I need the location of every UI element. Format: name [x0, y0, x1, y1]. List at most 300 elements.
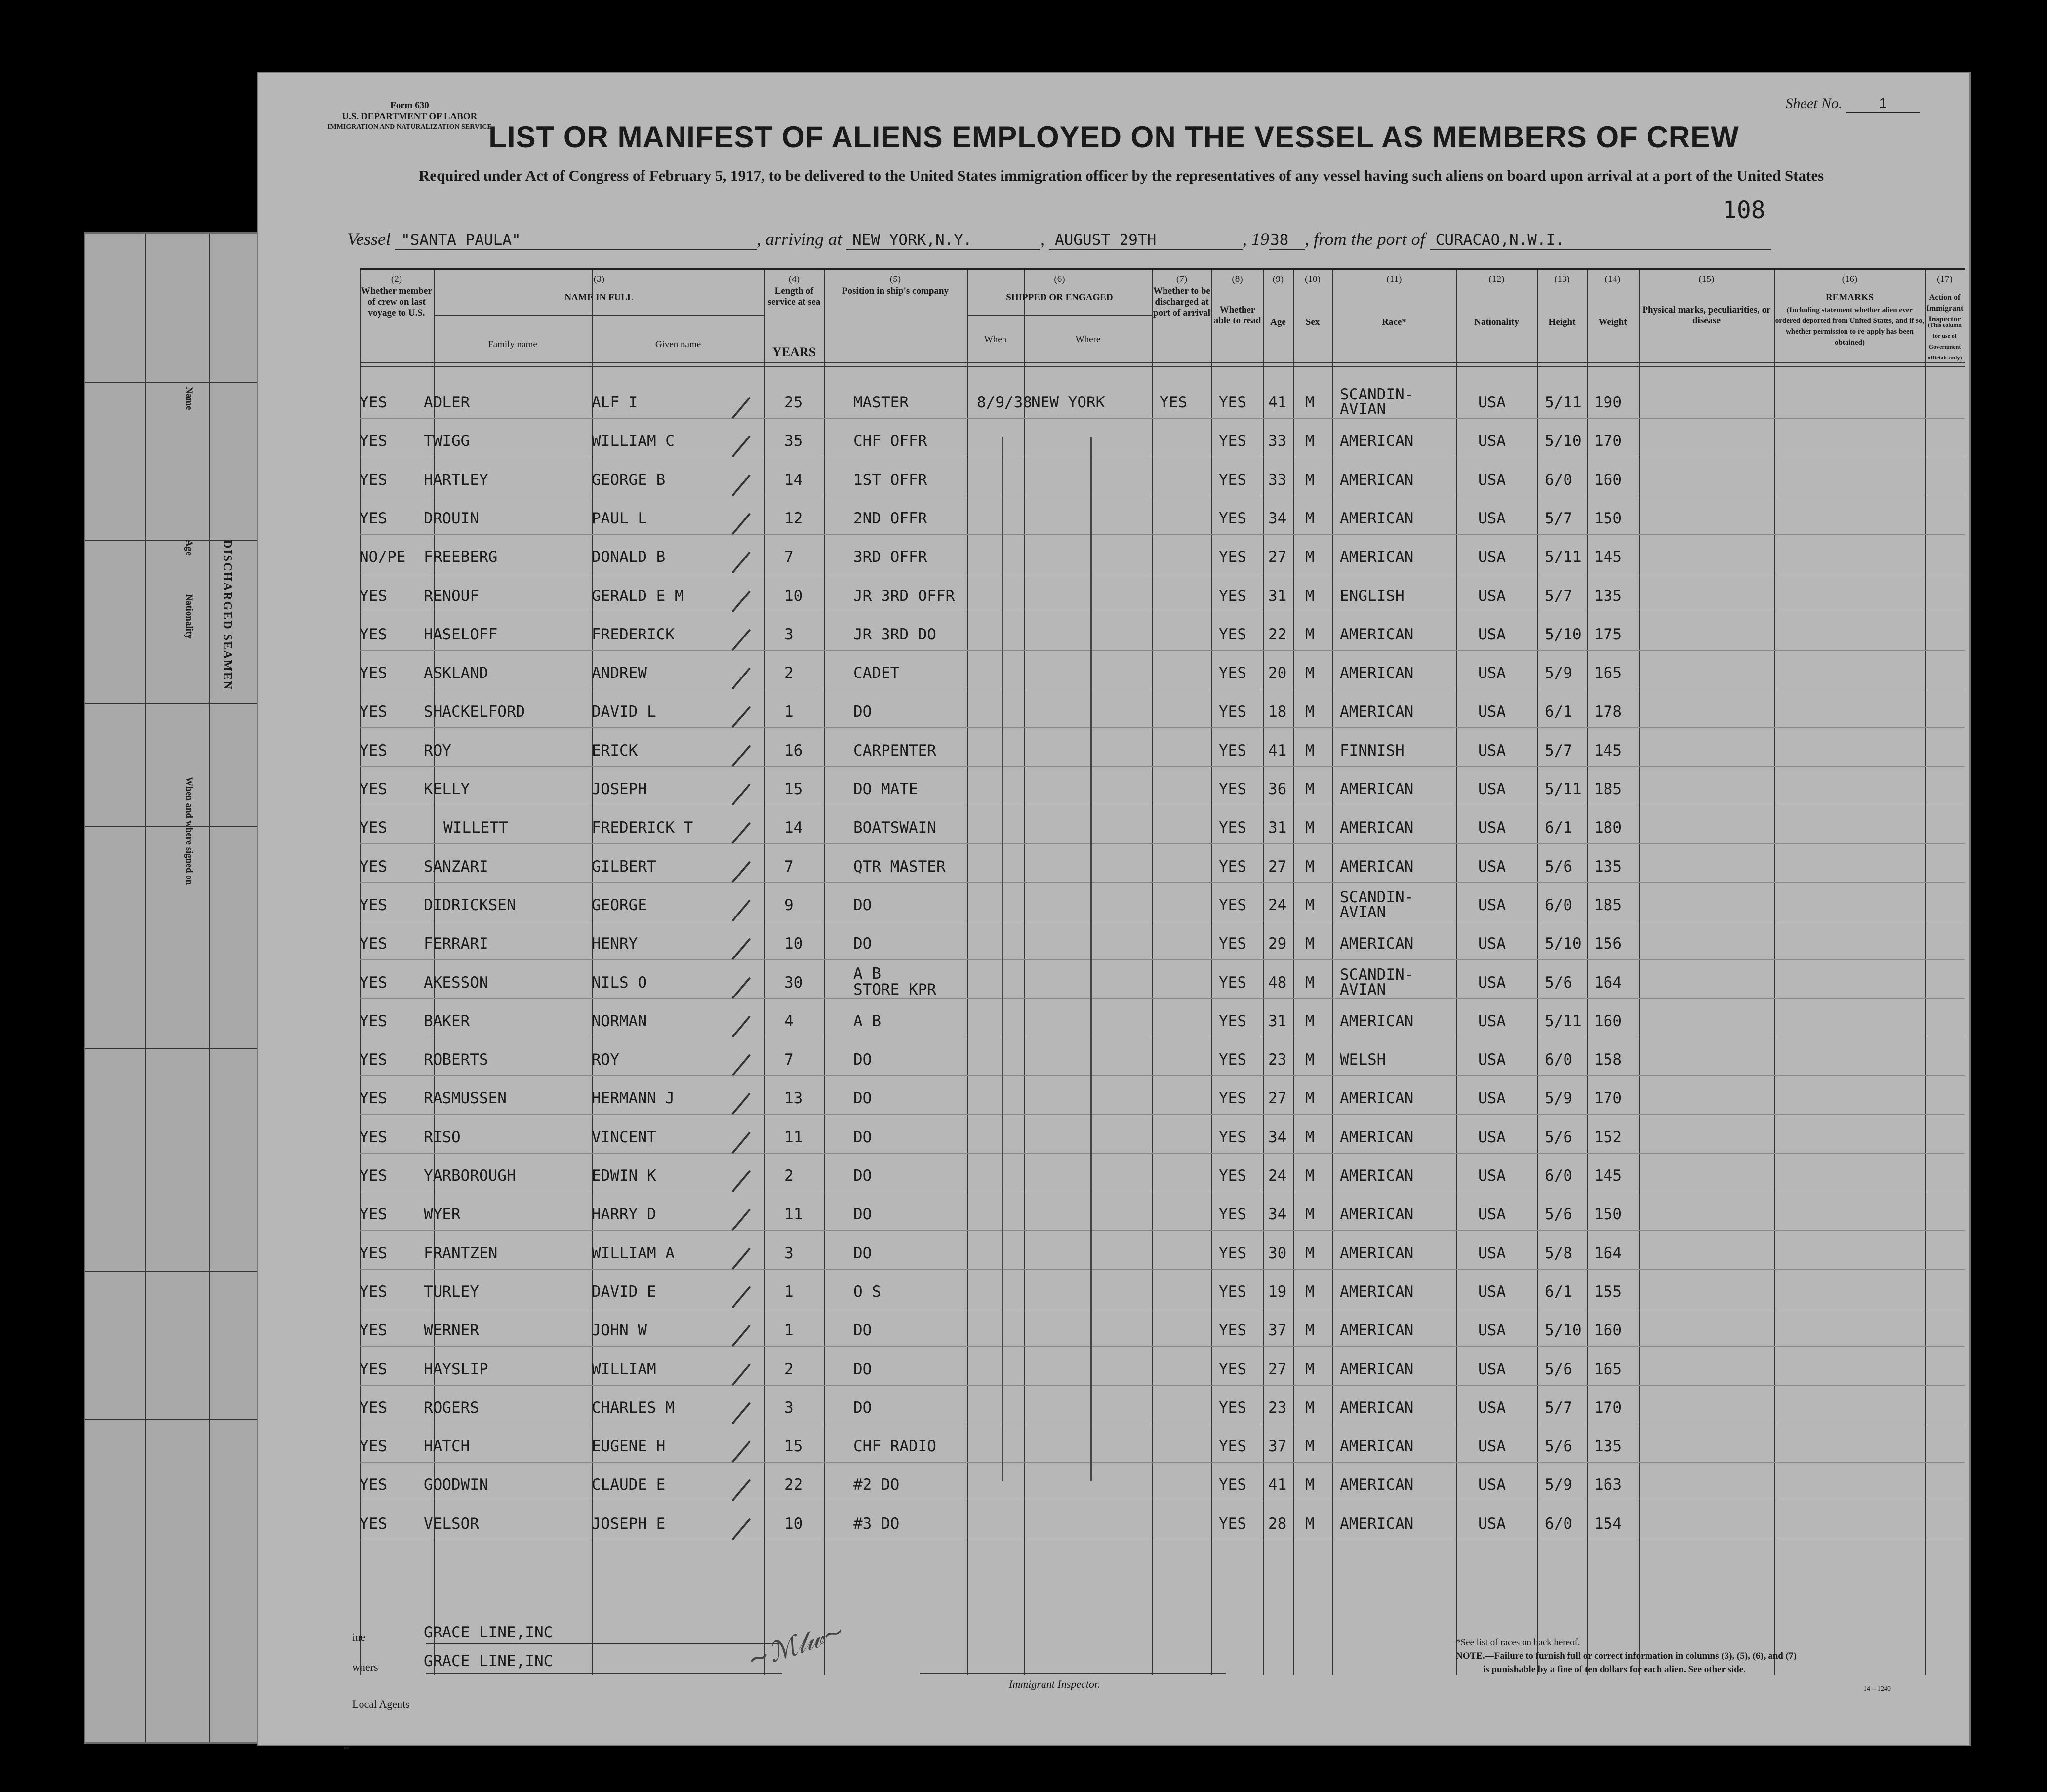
col-weight: 152 [1594, 1128, 1622, 1146]
col-last-voyage: YES [360, 1205, 387, 1224]
col-last-voyage: YES [360, 780, 387, 798]
col-age: 33 [1268, 432, 1287, 450]
col-nationality: USA [1478, 1051, 1506, 1069]
col-position: 1ST OFFR [853, 471, 927, 489]
col-weight: 180 [1594, 819, 1622, 837]
col-height: 5/7 [1545, 741, 1572, 759]
col-last-voyage: YES [360, 1167, 387, 1185]
check-mark [731, 1363, 750, 1386]
year-prefix: 19 [1251, 229, 1269, 249]
col-position: DO [853, 703, 872, 721]
form-department: U.S. DEPARTMENT OF LABOR [342, 111, 478, 121]
col-nationality: USA [1478, 1089, 1506, 1108]
ditto-line [1002, 437, 1003, 1481]
col-sex: M [1305, 1205, 1315, 1224]
col-nationality: USA [1478, 1476, 1506, 1494]
col-race: SCANDIN- [1340, 386, 1414, 403]
col-given-name: WILLIAM [592, 1360, 656, 1378]
col-family-name: HAYSLIP [424, 1360, 488, 1378]
col-sex: M [1305, 973, 1315, 992]
col-nationality: USA [1478, 1514, 1506, 1533]
col-last-voyage: YES [360, 1360, 387, 1378]
col-years: 14 [784, 471, 803, 489]
row-divider [360, 959, 1965, 960]
col-nationality: USA [1478, 1321, 1506, 1340]
slip-divider [209, 234, 210, 1742]
col-nationality: USA [1478, 1205, 1506, 1224]
col-position: CADET [853, 664, 900, 682]
col-height: 5/11 [1545, 1012, 1582, 1030]
header-divider [360, 366, 1965, 367]
col-sex: M [1305, 394, 1315, 411]
col-last-voyage: YES [360, 1398, 387, 1417]
col-last-voyage: NO/PE [360, 548, 406, 566]
col-years: 16 [784, 741, 803, 759]
column-divider [1456, 270, 1457, 1675]
col-weight: 156 [1594, 935, 1622, 953]
col-last-voyage: YES [360, 1514, 387, 1533]
col-read: YES [1219, 587, 1246, 605]
col-read: YES [1219, 703, 1246, 721]
col-height: 5/7 [1545, 1398, 1572, 1417]
col-age: 24 [1268, 896, 1287, 914]
check-mark [731, 1518, 750, 1540]
row-divider [360, 1346, 1965, 1347]
col-years: 3 [784, 625, 794, 643]
col-race-line2: AVIAN [1340, 400, 1386, 418]
col-position: DO [853, 1360, 872, 1378]
col-age: 30 [1268, 1244, 1287, 1262]
col-family-name: FRANTZEN [424, 1244, 498, 1262]
col-given-name: GILBERT [592, 857, 656, 876]
col-family-name: TWIGG [424, 432, 470, 450]
check-mark [731, 899, 750, 921]
col7-number: (7) [1176, 274, 1188, 284]
col-last-voyage: YES [360, 1012, 387, 1030]
col-age: 48 [1268, 973, 1287, 992]
col-race: AMERICAN [1340, 509, 1414, 527]
col-family-name: RENOUF [424, 587, 479, 605]
form-code: 14—1240 [1863, 1685, 1891, 1693]
col15-number: (15) [1698, 274, 1715, 284]
col-race: AMERICAN [1340, 857, 1414, 876]
col-nationality: USA [1478, 741, 1506, 759]
col-years: 25 [784, 394, 803, 411]
col-family-name: BAKER [424, 1012, 470, 1030]
row-divider [360, 1269, 1965, 1270]
col-weight: 170 [1594, 1398, 1622, 1417]
col-given-name: HARRY D [592, 1205, 656, 1224]
col-last-voyage: YES [360, 857, 387, 876]
col-race: AMERICAN [1340, 1514, 1414, 1533]
slip-header-when-where-2: When and where signed on [184, 777, 194, 885]
col2-number: (2) [391, 274, 402, 284]
col-race: SCANDIN- [1340, 888, 1414, 906]
col-nationality: USA [1478, 1398, 1506, 1417]
col-weight: 145 [1594, 1167, 1622, 1185]
col-read: YES [1219, 664, 1246, 682]
col-age: 31 [1268, 587, 1287, 605]
col-race: AMERICAN [1340, 1321, 1414, 1340]
col-family-name: WERNER [424, 1321, 479, 1340]
col16-subheader: (Including statement whether alien ever ordered deported from United States, and if so, whether permission to re-apply has been obtained) [1775, 306, 1925, 347]
col-read: YES [1219, 1398, 1246, 1417]
col-read: YES [1219, 471, 1246, 489]
col-sex: M [1305, 1321, 1315, 1340]
col-given-name: DONALD B [592, 548, 666, 566]
col-read: YES [1219, 1321, 1246, 1340]
col-nationality: USA [1478, 548, 1506, 566]
footnote-races: *See list of races on back hereof. [1456, 1637, 1580, 1648]
col-nationality: USA [1478, 587, 1506, 605]
col-read: YES [1219, 857, 1246, 876]
col-height: 5/6 [1545, 973, 1572, 992]
col-position: BOATSWAIN [853, 819, 936, 837]
col-sex: M [1305, 1012, 1315, 1030]
col-years: 7 [784, 857, 794, 876]
col-years: 11 [784, 1128, 803, 1146]
col-position: DO [853, 1244, 872, 1262]
col-weight: 185 [1594, 896, 1622, 914]
col-weight: 163 [1594, 1476, 1622, 1494]
col-nationality: USA [1478, 1128, 1506, 1146]
col-last-voyage: YES [360, 1437, 387, 1456]
col-weight: 145 [1594, 741, 1622, 759]
col-height: 6/0 [1545, 1514, 1572, 1533]
col-race: AMERICAN [1340, 432, 1414, 450]
col-position: CHF RADIO [853, 1437, 936, 1456]
col16-number: (16) [1842, 274, 1858, 284]
col-given-name: DAVID L [592, 703, 656, 721]
sheet-number-value: 1 [1846, 95, 1920, 113]
check-mark [731, 1170, 750, 1193]
col-family-name: DIDRICKSEN [424, 896, 516, 914]
col-given-name: CLAUDE E [592, 1476, 666, 1494]
column-divider [824, 270, 825, 1675]
col-last-voyage: YES [360, 741, 387, 759]
col-height: 5/6 [1545, 1205, 1572, 1224]
col-age: 37 [1268, 1321, 1287, 1340]
line-value: GRACE LINE,INC [424, 1624, 553, 1641]
row-divider [360, 418, 1965, 419]
column-divider [1293, 270, 1294, 1675]
column-divider [1263, 270, 1264, 1675]
col-last-voyage: YES [360, 1244, 387, 1262]
col-age: 23 [1268, 1051, 1287, 1069]
family-name-header: Family name [488, 339, 537, 350]
col-height: 6/0 [1545, 1051, 1572, 1069]
col-sex: M [1305, 1051, 1315, 1069]
col-given-name: ERICK [592, 741, 638, 759]
col-sex: M [1305, 1244, 1315, 1262]
col10-header: Sex [1305, 317, 1320, 327]
col-years: 2 [784, 1167, 794, 1185]
col-age: 34 [1268, 1128, 1287, 1146]
header-divider [360, 362, 1965, 363]
col17-header: Action of Immigrant Inspector [1926, 293, 1964, 323]
name-subheader-divider [434, 315, 764, 316]
col-last-voyage: YES [360, 703, 387, 721]
col5-number: (5) [889, 274, 901, 284]
col-last-voyage: YES [360, 1089, 387, 1108]
col-weight: 165 [1594, 1360, 1622, 1378]
col8-number: (8) [1232, 274, 1243, 284]
col-years: 1 [784, 1282, 794, 1301]
check-mark [731, 629, 750, 651]
col-race: AMERICAN [1340, 1476, 1414, 1494]
col-read: YES [1219, 1128, 1246, 1146]
row-divider [360, 843, 1965, 844]
col-family-name: RASMUSSEN [424, 1089, 507, 1108]
col-weight: 175 [1594, 625, 1622, 643]
col-weight: 150 [1594, 509, 1622, 527]
col17-subheader: (This column for use of Government officials only) [1927, 321, 1962, 361]
column-divider [764, 270, 765, 1675]
page-subtitle: Required under Act of Congress of February 5, 1917, to be delivered to the United States immigration officer by the representatives of any vessel having such aliens on board upon arrival at a port of the United States [418, 167, 1824, 184]
col-given-name: GERALD E M [592, 587, 684, 605]
col-age: 41 [1268, 741, 1287, 759]
check-mark [731, 1247, 750, 1270]
col-height: 5/9 [1545, 1089, 1572, 1108]
col-weight: 164 [1594, 973, 1622, 992]
col-given-name: FREDERICK [592, 625, 675, 643]
col-given-name: ALF I [592, 394, 638, 411]
col-family-name: ROGERS [424, 1398, 479, 1417]
col-race: ENGLISH [1340, 587, 1405, 605]
col-nationality: USA [1478, 394, 1506, 411]
column-divider [1024, 270, 1025, 1675]
col-family-name: HASELOFF [424, 625, 498, 643]
col-race: AMERICAN [1340, 1012, 1414, 1030]
crew-table [360, 268, 1965, 1675]
col-nationality: USA [1478, 703, 1506, 721]
check-mark [731, 938, 750, 960]
col-weight: 158 [1594, 1051, 1622, 1069]
col-sex: M [1305, 509, 1315, 527]
footnote-fine: NOTE.—Failure to furnish full or correct information in columns (3), (5), (6), and (7) [1456, 1651, 1797, 1661]
col-position: JR 3RD OFFR [853, 587, 955, 605]
col-family-name: KELLY [424, 780, 470, 798]
col-weight: 170 [1594, 1089, 1622, 1108]
col-height: 5/10 [1545, 432, 1582, 450]
col-read: YES [1219, 819, 1246, 837]
col-last-voyage: YES [360, 664, 387, 682]
col-when: 8/9/38 [977, 394, 1032, 411]
col-read: YES [1219, 896, 1246, 914]
check-mark [731, 1286, 750, 1308]
col11-number: (11) [1386, 274, 1402, 284]
col-sex: M [1305, 741, 1315, 759]
col-read: YES [1219, 1437, 1246, 1456]
col-nationality: USA [1478, 780, 1506, 798]
col10-number: (10) [1305, 274, 1321, 284]
col-position: #3 DO [853, 1514, 900, 1533]
col-family-name: TURLEY [424, 1282, 479, 1301]
check-mark [731, 977, 750, 999]
col-height: 5/7 [1545, 509, 1572, 527]
col-given-name: HENRY [592, 935, 638, 953]
col-position: CHF OFFR [853, 432, 927, 450]
col-years: 4 [784, 1012, 794, 1030]
col-family-name: WYER [424, 1205, 461, 1224]
col-given-name: HERMANN J [592, 1089, 675, 1108]
row-divider [360, 766, 1965, 767]
row-divider [360, 882, 1965, 883]
col-nationality: USA [1478, 819, 1506, 837]
line-rule [426, 1643, 782, 1644]
col-position-line2: STORE KPR [853, 980, 936, 998]
check-mark [731, 1441, 750, 1463]
col-sex: M [1305, 1514, 1315, 1533]
col-nationality: USA [1478, 1244, 1506, 1262]
col-years: 12 [784, 509, 803, 527]
row-divider [360, 1075, 1965, 1076]
col-years: 2 [784, 1360, 794, 1378]
col-read: YES [1219, 1244, 1246, 1262]
check-mark [731, 590, 750, 612]
vessel-label: Vessel [347, 229, 391, 249]
col-given-name: FREDERICK T [592, 819, 693, 837]
col-sex: M [1305, 1128, 1315, 1146]
col5-header: Position in ship's company [842, 286, 949, 296]
col-nationality: USA [1478, 935, 1506, 953]
col-height: 6/0 [1545, 1167, 1572, 1185]
col-sex: M [1305, 432, 1315, 450]
col-family-name: SANZARI [424, 857, 488, 876]
col-height: 5/11 [1545, 548, 1582, 566]
row-divider [360, 1385, 1965, 1386]
col14-header: Weight [1598, 317, 1627, 327]
slip-header-nationality-2: Nationality [184, 594, 194, 639]
col-position: JR 3RD DO [853, 625, 936, 643]
col-race: AMERICAN [1340, 780, 1414, 798]
col-nationality: USA [1478, 857, 1506, 876]
col-given-name: JOSEPH [592, 780, 647, 798]
slip-header-name-2: Name [184, 387, 194, 410]
col-race: AMERICAN [1340, 625, 1414, 643]
col14-number: (14) [1605, 274, 1621, 284]
check-mark [731, 668, 750, 690]
col-height: 5/10 [1545, 935, 1582, 953]
col-nationality: USA [1478, 625, 1506, 643]
col-last-voyage: YES [360, 896, 387, 914]
col-position: 2ND OFFR [853, 509, 927, 527]
owners-rule [426, 1673, 782, 1674]
col-read: YES [1219, 394, 1246, 411]
arriving-label: arriving at [765, 229, 842, 249]
check-mark [731, 822, 750, 844]
owners-label: wners [352, 1661, 378, 1673]
col-years: 30 [784, 973, 803, 992]
col-read: YES [1219, 1282, 1246, 1301]
col-race: WELSH [1340, 1051, 1386, 1069]
col-years: 15 [784, 780, 803, 798]
col-age: 20 [1268, 664, 1287, 682]
col-last-voyage: YES [360, 394, 387, 411]
check-mark [731, 1093, 750, 1115]
col-family-name: GOODWIN [424, 1476, 488, 1494]
col-height: 5/8 [1545, 1244, 1572, 1262]
col-read: YES [1219, 973, 1246, 992]
col-weight: 135 [1594, 587, 1622, 605]
column-divider [1639, 270, 1640, 1675]
col-years: 22 [784, 1476, 803, 1494]
col-race: AMERICAN [1340, 1398, 1414, 1417]
col-height: 6/1 [1545, 819, 1572, 837]
inspector-signature: ~ℳ𝓁𝓌~ [743, 1615, 849, 1675]
col-family-name: ASKLAND [424, 664, 488, 682]
col-given-name: DAVID E [592, 1282, 656, 1301]
col-race: AMERICAN [1340, 548, 1414, 566]
col-sex: M [1305, 780, 1315, 798]
col-age: 28 [1268, 1514, 1287, 1533]
col-family-name: ROBERTS [424, 1051, 488, 1069]
col-age: 37 [1268, 1437, 1287, 1456]
col6-number: (6) [1054, 274, 1065, 284]
col4-number: (4) [788, 274, 800, 284]
check-mark [731, 1479, 750, 1502]
col-height: 5/9 [1545, 1476, 1572, 1494]
col-race-line2: AVIAN [1340, 903, 1386, 921]
col13-number: (13) [1554, 274, 1570, 284]
col-read: YES [1219, 548, 1246, 566]
col-nationality: USA [1478, 509, 1506, 527]
col4-unit: YEARS [772, 345, 816, 359]
owners-value: GRACE LINE,INC [424, 1652, 553, 1670]
col-sex: M [1305, 471, 1315, 489]
col-race: SCANDIN- [1340, 965, 1414, 984]
col-race: AMERICAN [1340, 1128, 1414, 1146]
col-weight: 135 [1594, 857, 1622, 876]
shipped-where-header: Where [1075, 334, 1101, 345]
check-mark [731, 706, 750, 728]
sheet-number [1786, 95, 1920, 113]
row-divider [360, 727, 1965, 728]
col-age: 34 [1268, 509, 1287, 527]
col-years: 11 [784, 1205, 803, 1224]
col6-header: SHIPPED OR ENGAGED [1006, 292, 1113, 303]
check-mark [731, 436, 750, 458]
col-read: YES [1219, 1089, 1246, 1108]
col-race: AMERICAN [1340, 1205, 1414, 1224]
col-weight: 160 [1594, 471, 1622, 489]
column-divider [1774, 270, 1775, 1675]
col-last-voyage: YES [360, 1321, 387, 1340]
col-age: 18 [1268, 703, 1287, 721]
form-service: IMMIGRATION AND NATURALIZATION SERVICE [327, 123, 492, 131]
col9-header: Age [1270, 317, 1286, 327]
col-years: 15 [784, 1437, 803, 1456]
check-mark [731, 474, 750, 496]
col-position: DO [853, 896, 872, 914]
inspector-label: Immigrant Inspector. [1009, 1678, 1100, 1690]
col-sex: M [1305, 1360, 1315, 1378]
col-last-voyage: YES [360, 625, 387, 643]
col-position: DO [853, 1089, 872, 1108]
col-read: YES [1219, 432, 1246, 450]
col-position: 3RD OFFR [853, 548, 927, 566]
col17-number: (17) [1937, 274, 1953, 284]
col-sex: M [1305, 664, 1315, 682]
col-height: 5/6 [1545, 857, 1572, 876]
col12-header: Nationality [1474, 317, 1519, 327]
col-height: 5/10 [1545, 1321, 1582, 1340]
check-mark [731, 1131, 750, 1154]
col-race: AMERICAN [1340, 1437, 1414, 1456]
col-age: 27 [1268, 548, 1287, 566]
col-family-name: FREEBERG [424, 548, 498, 566]
column-divider [1537, 270, 1538, 1675]
